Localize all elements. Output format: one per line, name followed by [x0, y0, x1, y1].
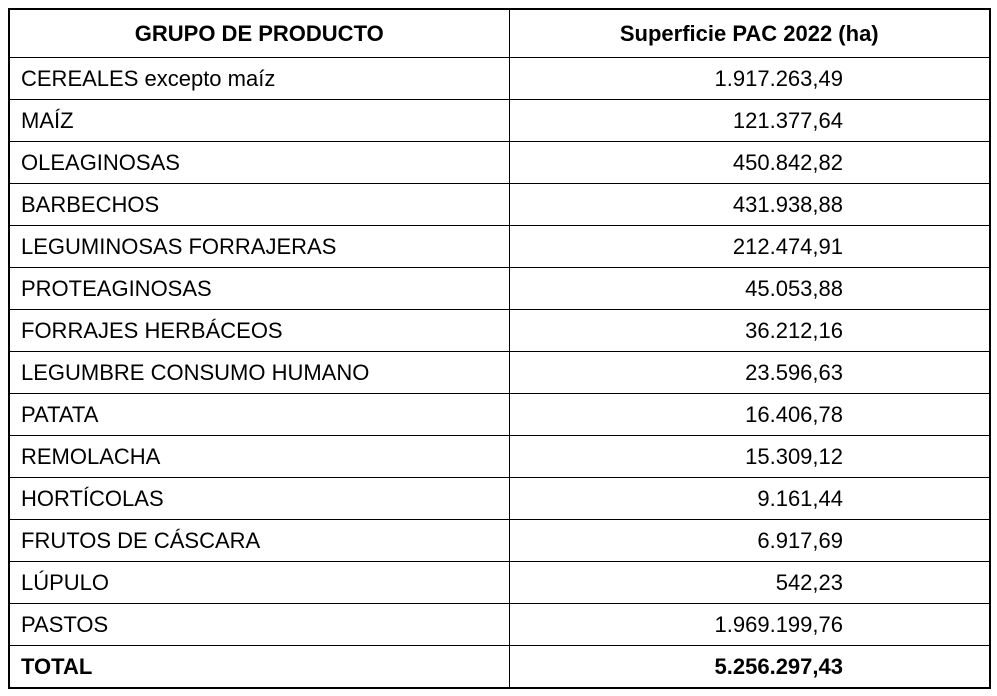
product-group-cell: MAÍZ	[9, 100, 509, 142]
area-value-cell: 450.842,82	[509, 142, 990, 184]
table-row	[9, 478, 990, 520]
area-value-cell: 6.917,69	[509, 520, 990, 562]
area-value-cell: 1.969.199,76	[509, 604, 990, 646]
table-row	[9, 352, 990, 394]
product-group-cell: HORTÍCOLAS	[9, 478, 509, 520]
table-row	[9, 520, 990, 562]
table-row	[9, 436, 990, 478]
area-value-cell: 542,23	[509, 562, 990, 604]
table-row	[9, 184, 990, 226]
area-value-cell: 36.212,16	[509, 310, 990, 352]
table-row	[9, 394, 990, 436]
table-row	[9, 268, 990, 310]
product-group-cell: OLEAGINOSAS	[9, 142, 509, 184]
area-value-cell: 45.053,88	[509, 268, 990, 310]
column-header-grupo-de-producto: GRUPO DE PRODUCTO	[9, 9, 509, 58]
product-group-cell: BARBECHOS	[9, 184, 509, 226]
product-group-cell: PROTEAGINOSAS	[9, 268, 509, 310]
product-group-cell: CEREALES excepto maíz	[9, 58, 509, 100]
area-value-cell: 16.406,78	[509, 394, 990, 436]
area-value-cell: 212.474,91	[509, 226, 990, 268]
area-value-cell: 121.377,64	[509, 100, 990, 142]
area-value-cell: 431.938,88	[509, 184, 990, 226]
table-row	[9, 604, 990, 646]
total-row	[9, 646, 990, 689]
table-body	[9, 58, 990, 646]
total-label-cell: TOTAL	[9, 646, 509, 689]
product-group-cell: PATATA	[9, 394, 509, 436]
column-header-superficie-pac-2022: Superficie PAC 2022 (ha)	[509, 9, 990, 58]
area-value-cell: 23.596,63	[509, 352, 990, 394]
header-row	[9, 9, 990, 58]
total-value-cell: 5.256.297,43	[509, 646, 990, 689]
table-row	[9, 562, 990, 604]
product-group-cell: FORRAJES HERBÁCEOS	[9, 310, 509, 352]
table-row	[9, 58, 990, 100]
area-value-cell: 9.161,44	[509, 478, 990, 520]
table-container	[8, 8, 991, 689]
product-group-cell: REMOLACHA	[9, 436, 509, 478]
product-group-cell: LEGUMBRE CONSUMO HUMANO	[9, 352, 509, 394]
product-group-cell: PASTOS	[9, 604, 509, 646]
table-row	[9, 226, 990, 268]
table-row	[9, 100, 990, 142]
product-group-cell: LEGUMINOSAS FORRAJERAS	[9, 226, 509, 268]
product-area-table	[8, 8, 991, 689]
area-value-cell: 15.309,12	[509, 436, 990, 478]
area-value-cell: 1.917.263,49	[509, 58, 990, 100]
table-row	[9, 142, 990, 184]
table-row	[9, 310, 990, 352]
product-group-cell: FRUTOS DE CÁSCARA	[9, 520, 509, 562]
product-group-cell: LÚPULO	[9, 562, 509, 604]
